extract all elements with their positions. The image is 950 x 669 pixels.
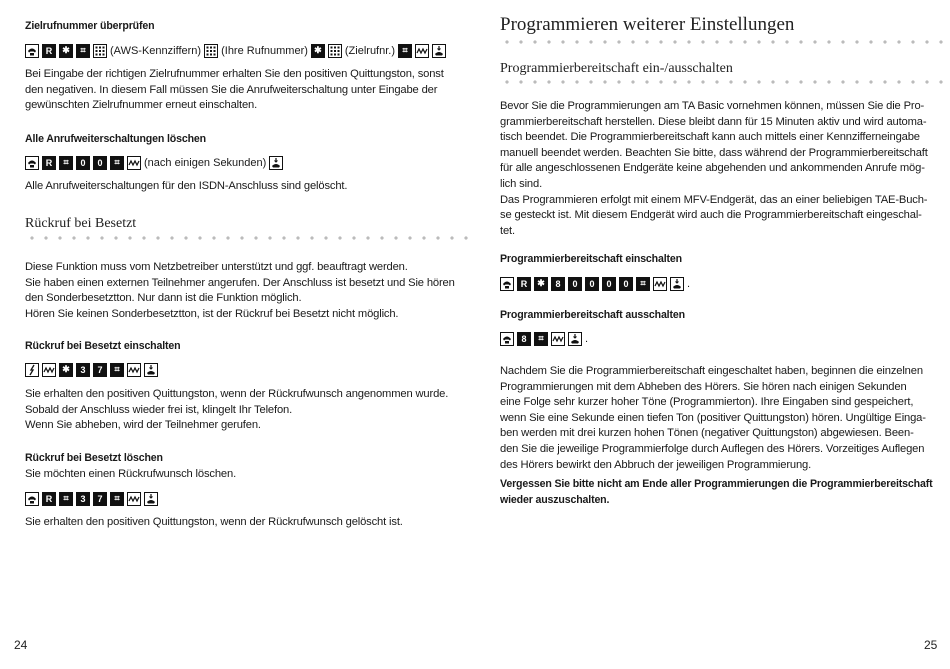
tone-icon: [127, 363, 141, 377]
key-7: 7: [93, 363, 107, 377]
key-sequence-programming-on: [500, 275, 693, 292]
key-note-target: (Zielrufnr.): [344, 44, 396, 57]
text-line: den negativen. In diesem Fall müssen Sie die Anrufweiterschaltung unter Eingabe der: [25, 83, 438, 96]
tone-icon: [415, 44, 429, 58]
paragraph-delete-all: Alle Anrufweiterschaltungen für den ISDN-Anschluss sind gelöscht.: [25, 180, 348, 192]
section-title-programming-off: Programmierbereitschaft ausschalten: [500, 309, 685, 321]
text-line: ben werden mit drei kurzen hohen Tönen (negativer Quittungston) abgewiesen. Been-: [500, 427, 914, 440]
page-number-right: 25: [924, 638, 938, 652]
text-line: des Hörers bewirkt den Abbruch der jeweiligen Programmierung.: [500, 458, 812, 471]
key-sequence-programming-off: [500, 330, 591, 347]
key-8: 8: [517, 332, 531, 346]
handset-lift-icon: [25, 44, 39, 58]
key-hash: ⌗: [110, 156, 124, 170]
key-note-own-number: (Ihre Rufnummer): [221, 44, 308, 57]
section-heading-callback: Rückruf bei Besetzt: [25, 216, 137, 231]
section-title-check-target: Zielrufnummer überprüfen: [25, 20, 155, 32]
text-line: gewünschten Zielrufnummer erneut einschalten.: [25, 99, 258, 112]
paragraph-callback-off-intro: Sie möchten einen Rückrufwunsch löschen.: [25, 468, 237, 480]
keypad-icon: [93, 44, 107, 58]
key-hash: ⌗: [398, 44, 412, 58]
text-line: Hören Sie keinen Sonderbesetztton, ist der Rückruf bei Besetzt nicht möglich.: [25, 307, 399, 320]
key-0: 0: [93, 156, 107, 170]
key-sequence-check-target: [25, 42, 449, 59]
key-0: 0: [602, 277, 616, 291]
handset-hangup-icon: [144, 363, 158, 377]
key-star: ✱: [59, 44, 73, 58]
dotted-divider: [500, 40, 945, 44]
section-title-callback-on: Rückruf bei Besetzt einschalten: [25, 340, 181, 352]
dotted-divider: [25, 236, 470, 240]
paragraph-programming-usage: [500, 364, 926, 473]
text-line: Nachdem Sie die Programmierbereitschaft eingeschaltet haben, beginnen die einzelnen: [500, 365, 923, 377]
key-sequence-callback-on: [25, 361, 161, 378]
key-hash: ⌗: [59, 156, 73, 170]
paragraph-reminder: [500, 476, 932, 508]
handset-lift-icon: [25, 156, 39, 170]
text-line: Sie erhalten den positiven Quittungston, wenn der Rückrufwunsch angenommen wurde.: [25, 388, 449, 400]
key-note-aws: (AWS-Kennziffern): [110, 44, 202, 57]
key-note-seconds: (nach einigen Sekunden): [144, 156, 267, 169]
key-0: 0: [619, 277, 633, 291]
sequence-end-dot: .: [585, 332, 589, 345]
key-r: R: [517, 277, 531, 291]
handset-hangup-icon: [269, 156, 283, 170]
section-title-callback-off: Rückruf bei Besetzt löschen: [25, 452, 163, 464]
tone-icon: [127, 492, 141, 506]
paragraph-callback-intro: [25, 260, 455, 322]
text-line: Programmierungen mit dem Abheben des Hörers. Sie hören nach einigen Sekunden: [500, 380, 907, 393]
key-0: 0: [76, 156, 90, 170]
key-hash: ⌗: [76, 44, 90, 58]
key-hash: ⌗: [110, 363, 124, 377]
key-7: 7: [93, 492, 107, 506]
page-number-left: 24: [14, 638, 28, 652]
section-title-delete-all: Alle Anrufweiterschaltungen löschen: [25, 133, 206, 145]
handset-hangup-icon: [144, 492, 158, 506]
text-line: Bei Eingabe der richtigen Zielrufnummer erhalten Sie den positiven Quittungston, sonst: [25, 68, 444, 80]
right-page: [475, 0, 950, 669]
section-title-programming-on: Programmierbereitschaft einschalten: [500, 253, 682, 265]
text-line: lich sind.: [500, 177, 543, 190]
text-line: den Sie die jeweilige Programmierfolge durch Auflegen des Hörers. Vorzeitiges Auflegen: [500, 442, 925, 455]
handset-hangup-icon: [568, 332, 582, 346]
key-hash: ⌗: [636, 277, 650, 291]
text-line: tet.: [500, 224, 515, 237]
handset-lift-icon: [500, 332, 514, 346]
section-heading-programming: Programmierbereitschaft ein-/ausschalten: [500, 61, 733, 76]
handset-lift-icon: [500, 277, 514, 291]
tone-icon: [42, 363, 56, 377]
text-line: Das Programmieren erfolgt mit einem MFV-Endgerät, das an einer beliebigen TAE-Buch-: [500, 193, 928, 206]
text-line: den Sonderbesetztton. Nur dann ist die Funktion möglich.: [25, 292, 302, 305]
tone-icon: [551, 332, 565, 346]
key-0: 0: [585, 277, 599, 291]
text-line: Wenn Sie abheben, wird der Teilnehmer gerufen.: [25, 419, 261, 432]
paragraph-programming-intro: [500, 99, 928, 239]
key-hash: ⌗: [110, 492, 124, 506]
key-3: 3: [76, 492, 90, 506]
key-3: 3: [76, 363, 90, 377]
text-line: für alle angeschlossenen Endgeräte keine abgehenden und ankommenden Anrufe mög-: [500, 162, 925, 175]
key-8: 8: [551, 277, 565, 291]
keypad-icon: [204, 44, 218, 58]
key-sequence-callback-off: [25, 490, 161, 507]
key-star: ✱: [311, 44, 325, 58]
text-line: Sobald der Anschluss wieder frei ist, klingelt Ihr Telefon.: [25, 403, 293, 416]
handset-hangup-icon: [432, 44, 446, 58]
tone-icon: [653, 277, 667, 291]
key-hash: ⌗: [534, 332, 548, 346]
text-line: eine Folge sehr kurzer hoher Töne (Programmierton). Ihre Eingaben sind gespeichert,: [500, 396, 914, 409]
handset-hangup-icon: [670, 277, 684, 291]
text-line: Diese Funktion muss vom Netzbetreiber unterstützt und ggf. beauftragt werden.: [25, 261, 408, 273]
key-star: ✱: [534, 277, 548, 291]
key-sequence-delete-all: [25, 154, 286, 171]
paragraph-callback-on: [25, 387, 448, 434]
tone-icon: [127, 156, 141, 170]
text-line: tisch beendet. Die Programmierbereitschaft kann auch mittels einer Kennzifferneingabe: [500, 131, 920, 144]
key-r: R: [42, 492, 56, 506]
text-line: manuell beendet werden. Beachten Sie bitte, dass während der Programmierbereitschaft: [500, 146, 928, 159]
handset-lift-icon: [25, 492, 39, 506]
keypad-icon: [328, 44, 342, 58]
text-line: wieder auszuschalten.: [500, 494, 610, 506]
text-line: Vergessen Sie bitte nicht am Ende aller Programmierungen die Programmierbereitschaft: [500, 478, 933, 490]
dotted-divider: [500, 80, 945, 84]
flash-key-icon: [25, 363, 39, 377]
paragraph-callback-off: Sie erhalten den positiven Quittungston, wenn der Rückrufwunsch gelöscht ist.: [25, 516, 403, 528]
key-0: 0: [568, 277, 582, 291]
text-line: se gesteckt ist. Mit diesem Endgerät wird auch die Programmierbereitschaft eingeschal-: [500, 209, 922, 222]
key-hash: ⌗: [59, 492, 73, 506]
key-r: R: [42, 156, 56, 170]
key-star: ✱: [59, 363, 73, 377]
text-line: wenn Sie eine Sekunde einen tiefen Ton (positiver Quittungston) hören. Ungültige Einga-: [500, 411, 926, 424]
page-heading: Programmieren weiterer Einstellungen: [500, 14, 795, 35]
text-line: Sie haben einen externen Teilnehmer angerufen. Der Anschluss ist besetzt und Sie hören: [25, 276, 455, 289]
text-line: Bevor Sie die Programmierungen am TA Basic vornehmen können, müssen Sie die Pro-: [500, 100, 925, 112]
sequence-end-dot: .: [687, 277, 691, 290]
paragraph-check-target: [25, 67, 444, 114]
key-r: R: [42, 44, 56, 58]
text-line: grammierbereitschaft herstellen. Diese bleibt dann für 15 Minuten aktiv und wird automa-: [500, 115, 927, 128]
